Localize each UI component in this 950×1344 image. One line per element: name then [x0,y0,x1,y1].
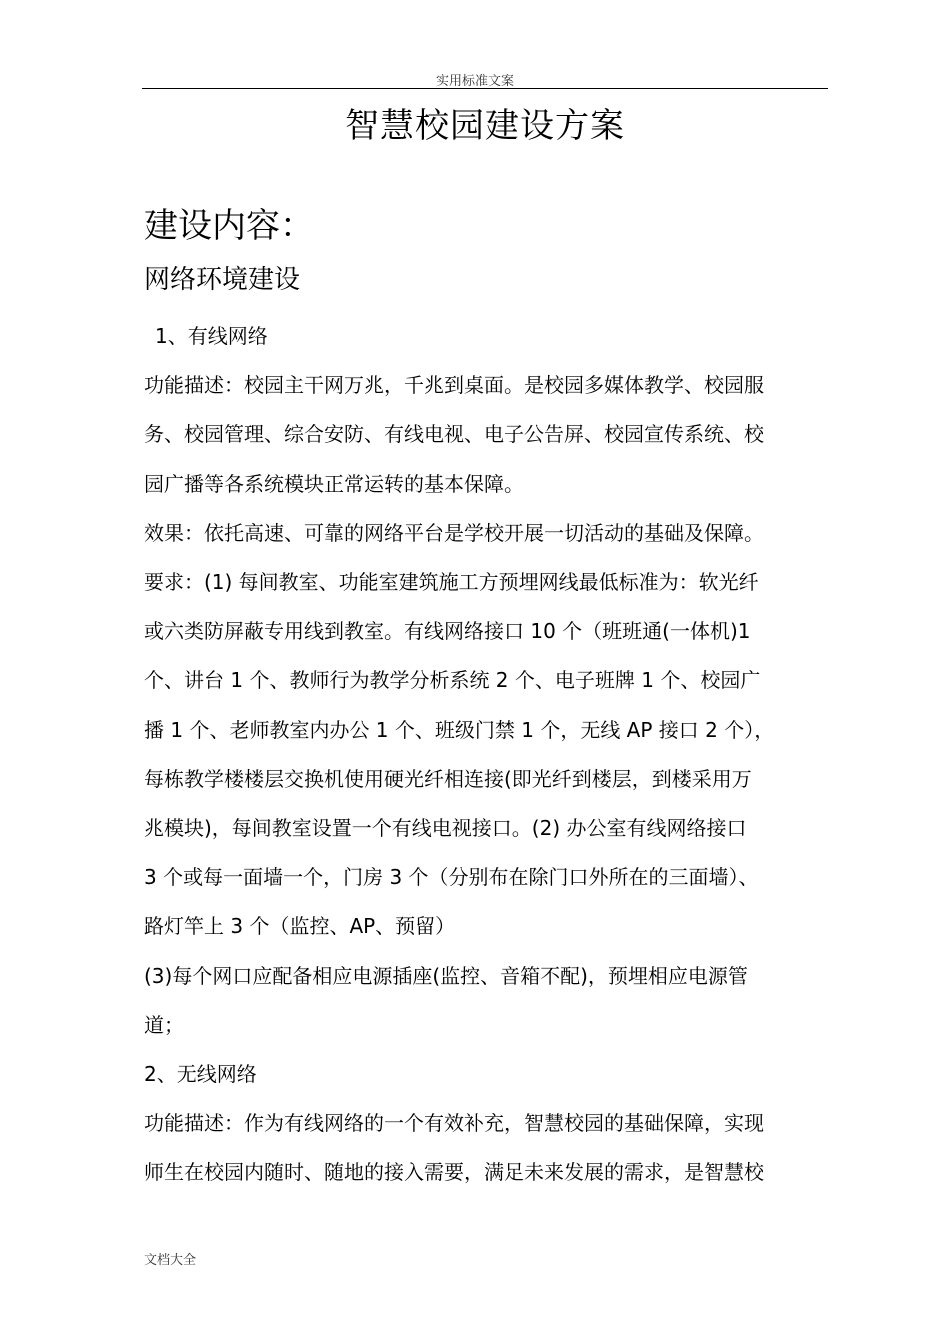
section-subheading: 网络环境建设 [144,265,301,295]
body-line: 兆模块)，每间教室设置一个有线电视接口。(2) 办公室有线网络接口 [144,816,747,841]
list-item-heading: 2、无线网络 [144,1062,257,1087]
body-line: 功能描述：校园主干网万兆，千兆到桌面。是校园多媒体教学、校园服 [144,373,764,398]
body-line: 要求：(1) 每间教室、功能室建筑施工方预埋网线最低标准为：软光纤 [144,570,759,595]
body-line: 路灯竿上 3 个（监控、AP、预留） [144,914,456,939]
list-item-heading: 1、有线网络 [155,324,268,348]
section-heading: 建设内容： [144,206,314,246]
body-line: 或六类防屏蔽专用线到教室。有线网络接口 10 个（班班通(一体机)1 [144,619,751,644]
body-line: 功能描述：作为有线网络的一个有效补充，智慧校园的基础保障，实现 [144,1111,764,1136]
body-line: 园广播等各系统模块正常运转的基本保障。 [144,471,524,496]
body-line: (3)每个网口应配备相应电源插座(监控、音箱不配)，预埋相应电源管 [144,963,748,988]
page-footer: 文档大全 [144,1253,197,1268]
body-line: 师生在校园内随时、随地的接入需要，满足未来发展的需求，是智慧校 [144,1160,764,1185]
body-line: 效果：依托高速、可靠的网络平台是学校开展一切活动的基础及保障。 [144,520,764,545]
header-text: 实用标准文案 [435,74,514,89]
body-line: 播 1 个、老师教室内办公 1 个、班级门禁 1 个，无线 AP 接口 2 个）， [144,717,775,742]
body-line: 3 个或每一面墙一个，门房 3 个（分别布在除门口外所在的三面墙）、 [144,865,759,890]
body-line: 务、校园管理、综合安防、有线电视、电子公告屏、校园宣传系统、校 [144,422,764,447]
body-line: 个、讲台 1 个、教师行为教学分析系统 2 个、电子班牌 1 个、校园广 [144,668,761,693]
body-line: 道； [144,1012,184,1037]
body-text [144,312,830,1198]
header-rule [142,88,828,89]
body-line: 每栋教学楼楼层交换机使用硬光纤相连接(即光纤到楼层，到楼采用万 [144,766,752,791]
document-title: 智慧校园建设方案 [345,106,625,146]
